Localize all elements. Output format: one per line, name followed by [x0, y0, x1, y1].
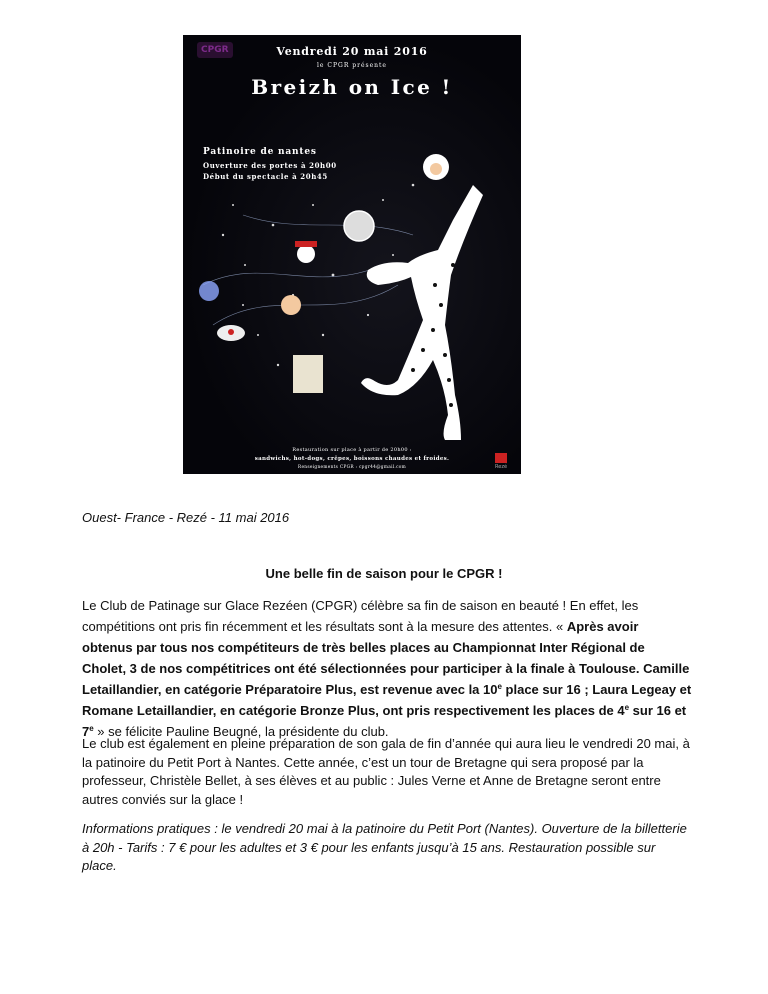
- poster-show-time: Début du spectacle à 20h45: [203, 172, 328, 181]
- cpgr-logo: CPGR: [197, 42, 233, 58]
- poster-menu: sandwichs, hot-dogs, crêpes, boissons chaudes et froides.: [254, 456, 450, 462]
- p1-intro: Le Club de Patinage sur Glace Rezéen (CPGR) célèbre sa fin de saison en beauté ! En effet, les compétitions ont pris fin récemment et les résultats sont à la mesure des attentes. «: [82, 598, 639, 634]
- poster-date: Vendredi 20 mai 2016: [276, 45, 428, 58]
- pirate-skull-icon: [297, 245, 315, 263]
- sup-e-2: e: [624, 703, 630, 712]
- p1-quote-a: Après avoir obtenus par tous nos compétiteurs de très belles places au Championnat Inter Régional de Cholet, 3 de nos compétitrices ont été sélectionnées pour participer à la finale à Toulouse. Camille Letaillandier, en catégorie Préparatoire Plus, est revenue avec la 10: [82, 619, 690, 697]
- jules-verne-portrait-icon: [344, 211, 374, 241]
- poster-info: Renseignements CPGR : cpgr44@gmail.com: [297, 465, 407, 470]
- event-poster: [183, 35, 521, 474]
- skater-silhouette-icon: [361, 185, 483, 440]
- poster-title: Breizh on Ice !: [251, 75, 453, 99]
- sup-e-1: e: [497, 682, 502, 691]
- poster-artwork: [183, 35, 521, 474]
- p1-end: » se félicite Pauline Beugné, la présidente du club.: [93, 724, 389, 739]
- p1-quote-b: place sur 16 ; Laura Legeay et Romane Letaillandier, en catégorie Bronze Plus, ont pris respectivement les places de 4: [82, 682, 692, 718]
- poster-doors: Ouverture des portes à 20h00: [203, 161, 337, 170]
- article-paragraph-2: Le club est également en pleine préparation de son gala de fin d’année qui aura lieu le vendredi 20 mai, à la patinoire du Petit Port à Nantes. Cette année, c’est un tour de Bretagne qui sera proposé par la professeur, Christèle Bellet, à ses élèves et au public : Jules Verne et Anne de Bretagne seront entre autres conviés sur la glace !: [82, 736, 690, 807]
- poster-presents: le CPGR présente: [317, 62, 387, 69]
- fairy-icon: [281, 295, 301, 315]
- poster-venue: Patinoire de nantes: [203, 147, 317, 157]
- book-cover-icon: [293, 355, 323, 393]
- reze-logo-label: Rezé: [495, 464, 508, 470]
- article-heading: Une belle fin de saison pour le CPGR !: [265, 566, 503, 581]
- article-paragraph-1: [82, 595, 692, 742]
- article-source: Ouest- France - Rezé - 11 mai 2016: [82, 510, 290, 525]
- article-practical-info: Informations pratiques : le vendredi 20 mai à la patinoire du Petit Port (Nantes). Ouverture de la billetterie à 20h - Tarifs : 7 € pour les adultes et 3 € pour les enfants jusqu’à 15 ans. Restauration possible sur place.: [82, 821, 687, 873]
- poster-restauration: Restauration sur place à partir de 20h00 :: [292, 447, 412, 453]
- sup-e-3: e: [89, 724, 94, 733]
- p1-quote-c: sur 16 et 7: [82, 703, 687, 739]
- snowflake-ball-icon: [199, 281, 219, 301]
